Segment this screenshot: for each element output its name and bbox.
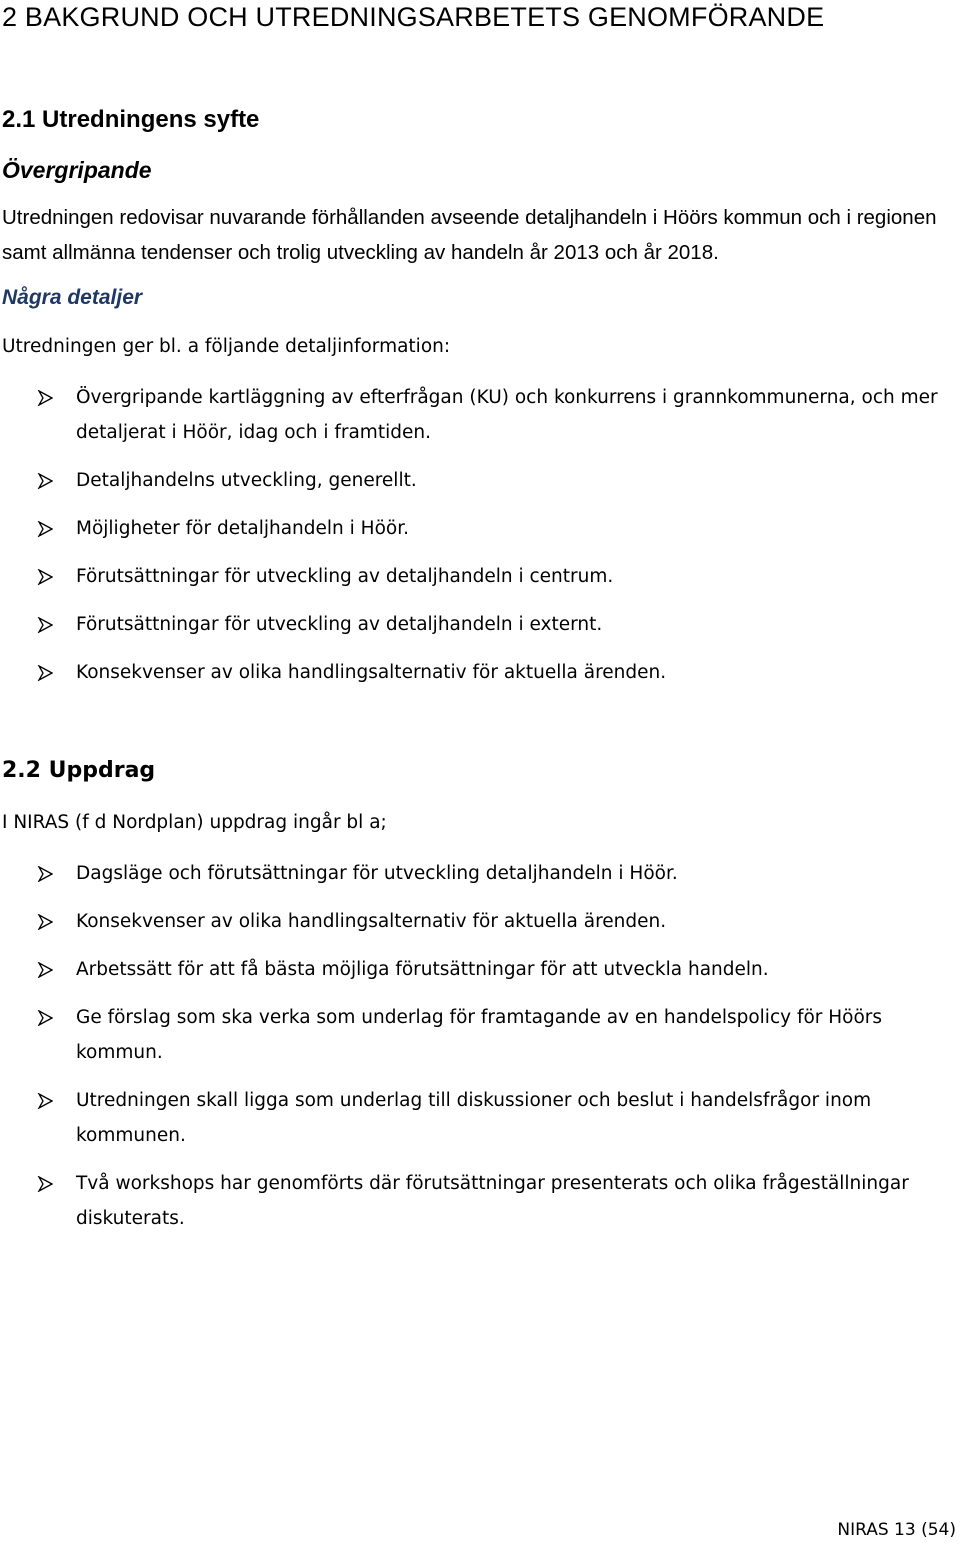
list-item-text: Förutsättningar för utveckling av detaljhandeln i centrum.: [76, 566, 614, 587]
list-item-text: Möjligheter för detaljhandeln i Höör.: [76, 518, 409, 539]
arrowhead-bullet-icon: [37, 866, 53, 882]
chapter-heading: 2 BAKGRUND OCH UTREDNINGSARBETETS GENOMFÖRANDE: [2, 2, 825, 32]
list-item: [0, 607, 958, 642]
subheading-overview: Övergripande: [2, 157, 152, 183]
list-item-text: Arbetssätt för att få bästa möjliga förutsättningar för att utveckla handeln.: [76, 959, 769, 980]
list-item: [0, 1083, 958, 1153]
arrowhead-bullet-icon: [37, 390, 53, 406]
details-list: [0, 380, 958, 690]
list-item-text: Konsekvenser av olika handlingsalternativ för aktuella ärenden.: [76, 911, 667, 932]
subheading-details: Några detaljer: [2, 286, 143, 309]
list-item-text: Övergripande kartläggning av efterfrågan (KU) och konkurrens i grannkommunerna, och mer detaljerat i Höör, idag och i framtiden.: [76, 387, 938, 443]
list-item-text: Detaljhandelns utveckling, generellt.: [76, 470, 417, 491]
page-number-footer: NIRAS 13 (54): [837, 1520, 956, 1540]
list-item: [0, 952, 958, 987]
arrowhead-bullet-icon: [37, 1176, 53, 1192]
list-item-text: Förutsättningar för utveckling av detaljhandeln i externt.: [76, 614, 603, 635]
details-intro: Utredningen ger bl. a följande detaljinformation:: [2, 336, 451, 357]
assignment-intro: I NIRAS (f d Nordplan) uppdrag ingår bl a;: [2, 812, 387, 833]
list-item: [0, 380, 958, 450]
list-item: [0, 463, 958, 498]
arrowhead-bullet-icon: [37, 914, 53, 930]
assignment-list: [0, 856, 958, 1236]
list-item: [0, 904, 958, 939]
list-item-text: Dagsläge och förutsättningar för utveckling detaljhandeln i Höör.: [76, 863, 678, 884]
section-title-2-2: 2.2 Uppdrag: [2, 758, 156, 783]
arrowhead-bullet-icon: [37, 569, 53, 585]
overview-paragraph: Utredningen redovisar nuvarande förhållanden avseende detaljhandeln i Höörs kommun och i regionen samt allmänna tendenser och trolig utveckling av handeln år 2013 och år 2018.: [2, 206, 937, 264]
arrowhead-bullet-icon: [37, 1093, 53, 1109]
list-item-text: Utredningen skall ligga som underlag till diskussioner och beslut i handelsfrågor inom kommunen.: [76, 1090, 872, 1146]
arrowhead-bullet-icon: [37, 521, 53, 537]
arrowhead-bullet-icon: [37, 617, 53, 633]
section-title-2-1: 2.1 Utredningens syfte: [2, 106, 260, 133]
list-item: [0, 1000, 958, 1070]
arrowhead-bullet-icon: [37, 1010, 53, 1026]
list-item-text: Två workshops har genomförts där förutsättningar presenterats och olika frågeställningar diskuterats.: [76, 1173, 909, 1229]
list-item: [0, 655, 958, 690]
arrowhead-bullet-icon: [37, 962, 53, 978]
list-item-text: Konsekvenser av olika handlingsalternativ för aktuella ärenden.: [76, 662, 667, 683]
list-item: [0, 1166, 958, 1236]
list-item: [0, 559, 958, 594]
arrowhead-bullet-icon: [37, 665, 53, 681]
list-item: [0, 511, 958, 546]
arrowhead-bullet-icon: [37, 473, 53, 489]
list-item: [0, 856, 958, 891]
list-item-text: Ge förslag som ska verka som underlag för framtagande av en handelspolicy för Höörs kommun.: [76, 1007, 883, 1063]
